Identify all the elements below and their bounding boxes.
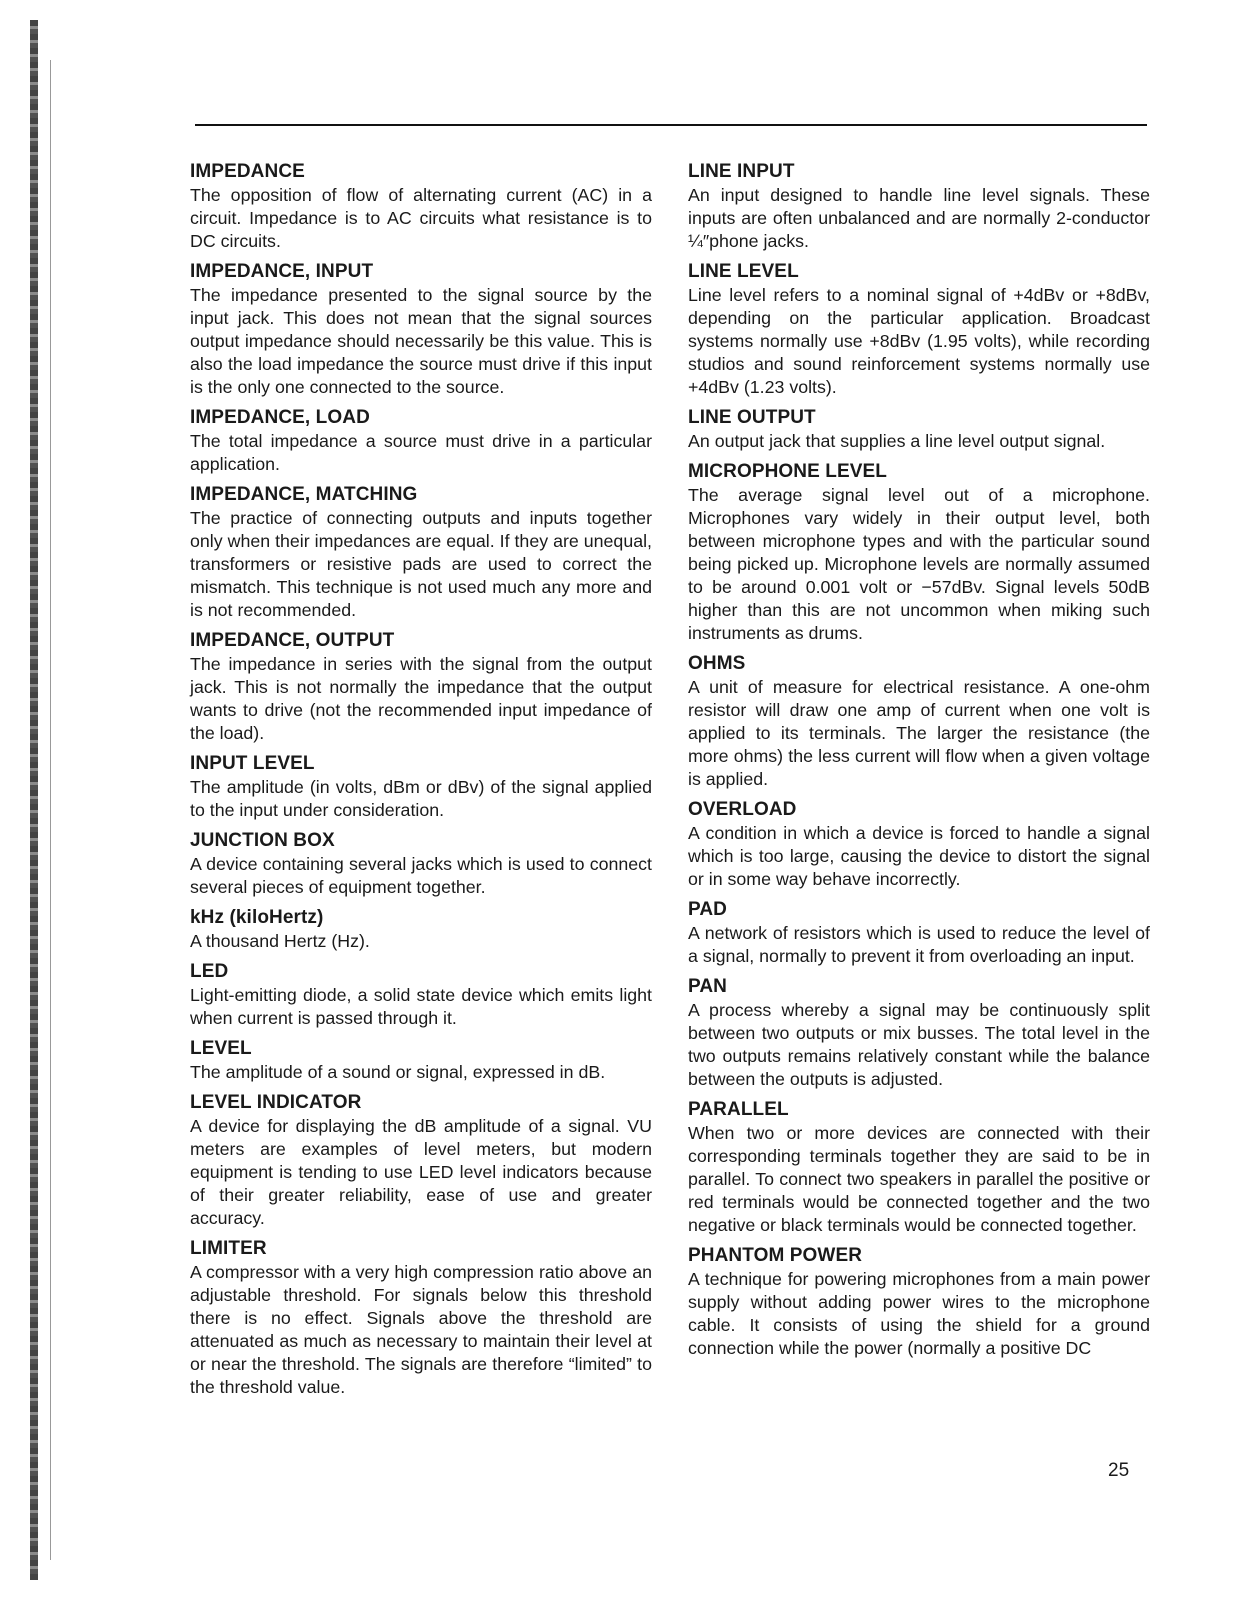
- definition: The opposition of flow of alternating current (AC) in a circuit. Impedance is to AC circuits what resistance is to DC circuits.: [190, 185, 652, 251]
- term: LINE LEVEL: [688, 261, 799, 282]
- definition: A thousand Hertz (Hz).: [190, 931, 370, 951]
- glossary-entry: [190, 960, 652, 1030]
- term: LINE OUTPUT: [688, 407, 816, 428]
- glossary-entry: [688, 460, 1150, 645]
- term: OVERLOAD: [688, 799, 797, 820]
- term: kHz (kiloHertz): [190, 907, 324, 928]
- glossary-entry: [190, 406, 652, 476]
- glossary-entry: [688, 260, 1150, 399]
- term: INPUT LEVEL: [190, 753, 315, 774]
- glossary-left-column: [190, 160, 652, 1406]
- glossary-entry: [688, 652, 1150, 791]
- definition: A technique for powering microphones from a main power supply without adding power wires to the microphone cable. It consists of using the shield for a ground connection while the power (normally a positive DC: [688, 1269, 1150, 1358]
- term: IMPEDANCE, MATCHING: [190, 484, 418, 505]
- term: LIMITER: [190, 1238, 267, 1259]
- page-number: 25: [1108, 1460, 1130, 1481]
- glossary-entry: [688, 1244, 1150, 1360]
- term: PARALLEL: [688, 1099, 789, 1120]
- glossary-entry: [688, 898, 1150, 968]
- definition: A unit of measure for electrical resistance. A one-ohm resistor will draw one amp of current when one volt is applied to its terminals. The larger the resistance (the more ohms) the less current will flow when a given voltage is applied.: [688, 677, 1150, 789]
- definition: The total impedance a source must drive in a particular application.: [190, 431, 652, 474]
- glossary-entry: [190, 1037, 652, 1084]
- term: MICROPHONE LEVEL: [688, 461, 888, 482]
- definition: The amplitude of a sound or signal, expressed in dB.: [190, 1062, 606, 1082]
- glossary-right-column: [688, 160, 1150, 1367]
- header-rule: [195, 124, 1147, 126]
- definition: A condition in which a device is forced to handle a signal which is too large, causing the device to distort the signal or in some way behave incorrectly.: [688, 823, 1150, 889]
- glossary-entry: [688, 798, 1150, 891]
- definition: A device containing several jacks which is used to connect several pieces of equipment together.: [190, 854, 652, 897]
- term: LED: [190, 961, 229, 982]
- definition: An input designed to handle line level signals. These inputs are often unbalanced and are normally 2-conductor ¼″phone jacks.: [688, 185, 1150, 251]
- glossary-entry: [190, 629, 652, 745]
- glossary-entry: [190, 483, 652, 622]
- term: PHANTOM POWER: [688, 1245, 863, 1266]
- definition: The impedance presented to the signal source by the input jack. This does not mean that the signal sources output impedance should necessarily be this value. This is also the load impedance the source must drive if this input is the only one connected to the source.: [190, 285, 652, 397]
- term: IMPEDANCE, OUTPUT: [190, 630, 395, 651]
- term: LEVEL: [190, 1038, 252, 1059]
- term: LEVEL INDICATOR: [190, 1092, 362, 1113]
- term: JUNCTION BOX: [190, 830, 335, 851]
- glossary-entry: [190, 829, 652, 899]
- glossary-entry: [688, 160, 1150, 253]
- term: OHMS: [688, 653, 746, 674]
- glossary-entry: [688, 1098, 1150, 1237]
- glossary-entry: [190, 1237, 652, 1399]
- term: IMPEDANCE, INPUT: [190, 261, 374, 282]
- definition: A process whereby a signal may be continuously split between two outputs or mix busses. The total level in the two outputs remains relatively constant while the balance between the outputs is adjusted.: [688, 1000, 1150, 1089]
- definition: The impedance in series with the signal from the output jack. This is not normally the impedance that the output wants to drive (not the recommended input impedance of the load).: [190, 654, 652, 743]
- glossary-entry: [190, 906, 652, 953]
- glossary-entry: [190, 1091, 652, 1230]
- definition: The practice of connecting outputs and inputs together only when their impedances are equal. If they are unequal, transformers or resistive pads are used to correct the mismatch. This technique is not used much any more and is not recommended.: [190, 508, 652, 620]
- definition: The amplitude (in volts, dBm or dBv) of the signal applied to the input under consideration.: [190, 777, 652, 820]
- definition: A device for displaying the dB amplitude of a signal. VU meters are examples of level meters, but modern equipment is tending to use LED level indicators because of their greater reliability, ease of use and greater accuracy.: [190, 1116, 652, 1228]
- definition: A network of resistors which is used to reduce the level of a signal, normally to prevent it from overloading an input.: [688, 923, 1150, 966]
- definition: An output jack that supplies a line level output signal.: [688, 431, 1106, 451]
- definition: The average signal level out of a microphone. Microphones vary widely in their output level, both between microphone types and with the particular sound being picked up. Microphone levels are normally assumed to be around 0.001 volt or −57dBv. Signal levels 50dB higher than this are not uncommon when miking such instruments as drums.: [688, 485, 1150, 643]
- definition: Line level refers to a nominal signal of +4dBv or +8dBv, depending on the particular application. Broadcast systems normally use +8dBv (1.95 volts), while recording studios and sound reinforcement systems normally use +4dBv (1.23 volts).: [688, 285, 1150, 397]
- definition: When two or more devices are connected with their corresponding terminals together they are said to be in parallel. To connect two speakers in parallel the positive or red terminals would be connected together and the two negative or black terminals would be connected together.: [688, 1123, 1150, 1235]
- term: IMPEDANCE: [190, 161, 305, 182]
- binding-edge: [30, 20, 38, 1580]
- term: PAD: [688, 899, 728, 920]
- glossary-entry: [190, 160, 652, 253]
- term: IMPEDANCE, LOAD: [190, 407, 370, 428]
- term: PAN: [688, 976, 728, 997]
- term: LINE INPUT: [688, 161, 795, 182]
- definition: A compressor with a very high compression ratio above an adjustable threshold. For signals below this threshold there is no effect. Signals above the threshold are attenuated as much as necessary to maintain their level at or near the threshold. The signals are therefore “limited” to the threshold value.: [190, 1262, 652, 1397]
- glossary-entry: [190, 752, 652, 822]
- definition: Light-emitting diode, a solid state device which emits light when current is passed through it.: [190, 985, 652, 1028]
- glossary-entry: [688, 406, 1150, 453]
- binding-line: [50, 60, 51, 1560]
- glossary-entry: [190, 260, 652, 399]
- glossary-entry: [688, 975, 1150, 1091]
